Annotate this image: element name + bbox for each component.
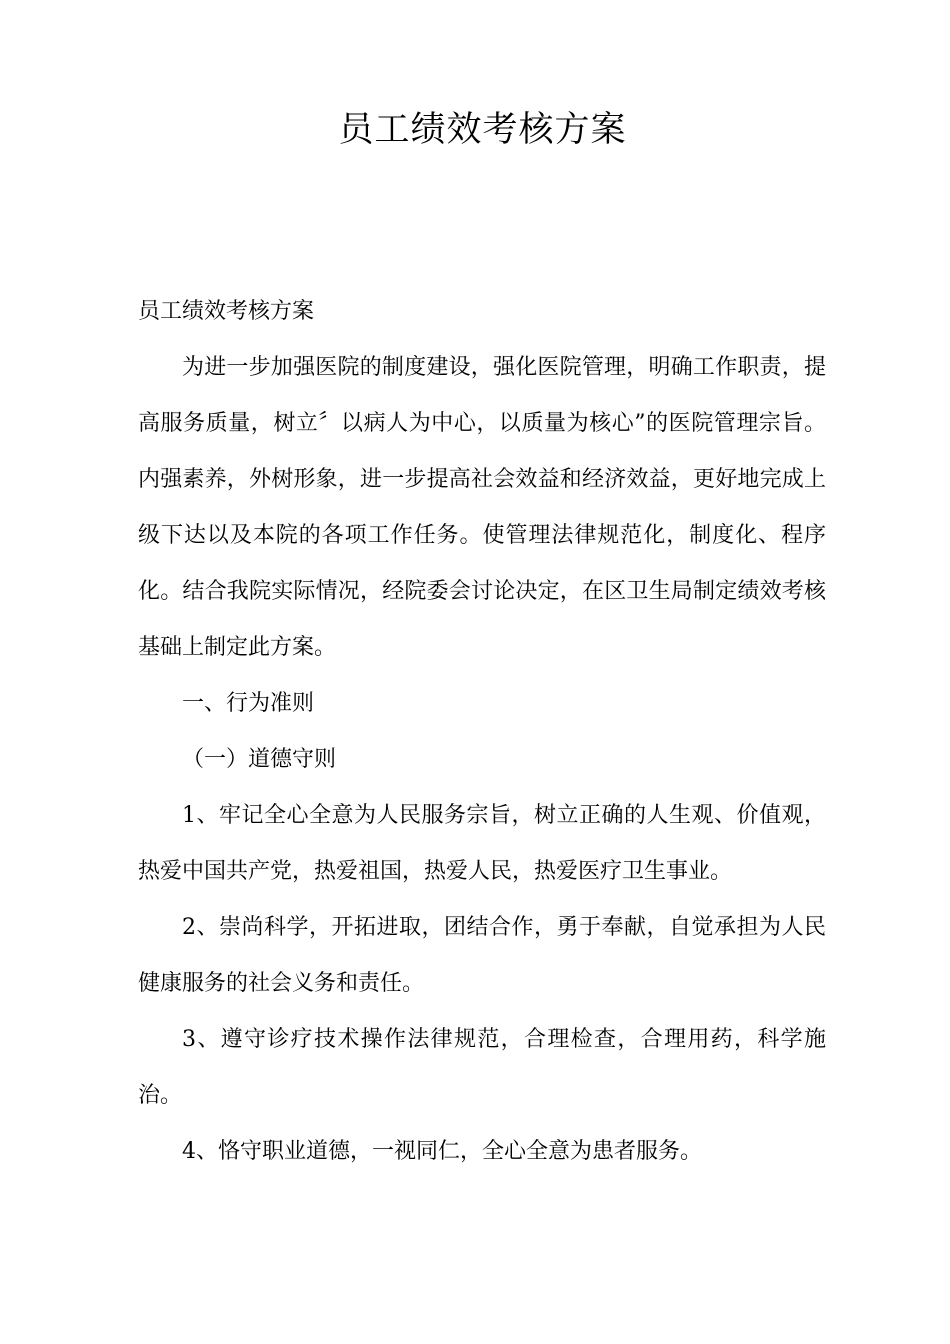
list-item: 2、崇尚科学，开拓进取，团结合作，勇于奉献，自觉承担为人民健康服务的社会义务和责任。 xyxy=(138,915,826,996)
subsection-heading: （一）道德守则 xyxy=(182,747,337,772)
list-item: 3、遵守诊疗技术操作法律规范，合理检查，合理用药，科学施治。 xyxy=(138,1027,826,1108)
intro-paragraph: 为进一步加强医院的制度建设，强化医院管理，明确工作职责，提高服务质量，树立〞以病人为中心，以质量为核心”的医院管理宗旨。内强素养，外树形象，进一步提高社会效益和经济效益，更好地完成上级下达以及本院的各项工作任务。使管理法律规范化，制度化、程序化。结合我院实际情况，经院委会讨论决定，在区卫生局制定绩效考核基础上制定此方案。 xyxy=(138,355,826,660)
section-heading: 一、行为准则 xyxy=(182,691,315,716)
document-body xyxy=(138,284,826,1180)
list-item: 1、牢记全心全意为人民服务宗旨，树立正确的人生观、价值观，热爱中国共产党，热爱祖国，热爱人民，热爱医疗卫生事业。 xyxy=(138,803,826,884)
document-subtitle: 员工绩效考核方案 xyxy=(138,299,315,324)
document-title: 员工绩效考核方案 xyxy=(338,110,627,150)
list-item: 4、恪守职业道德，一视同仁，全心全意为患者服务。 xyxy=(182,1139,702,1164)
